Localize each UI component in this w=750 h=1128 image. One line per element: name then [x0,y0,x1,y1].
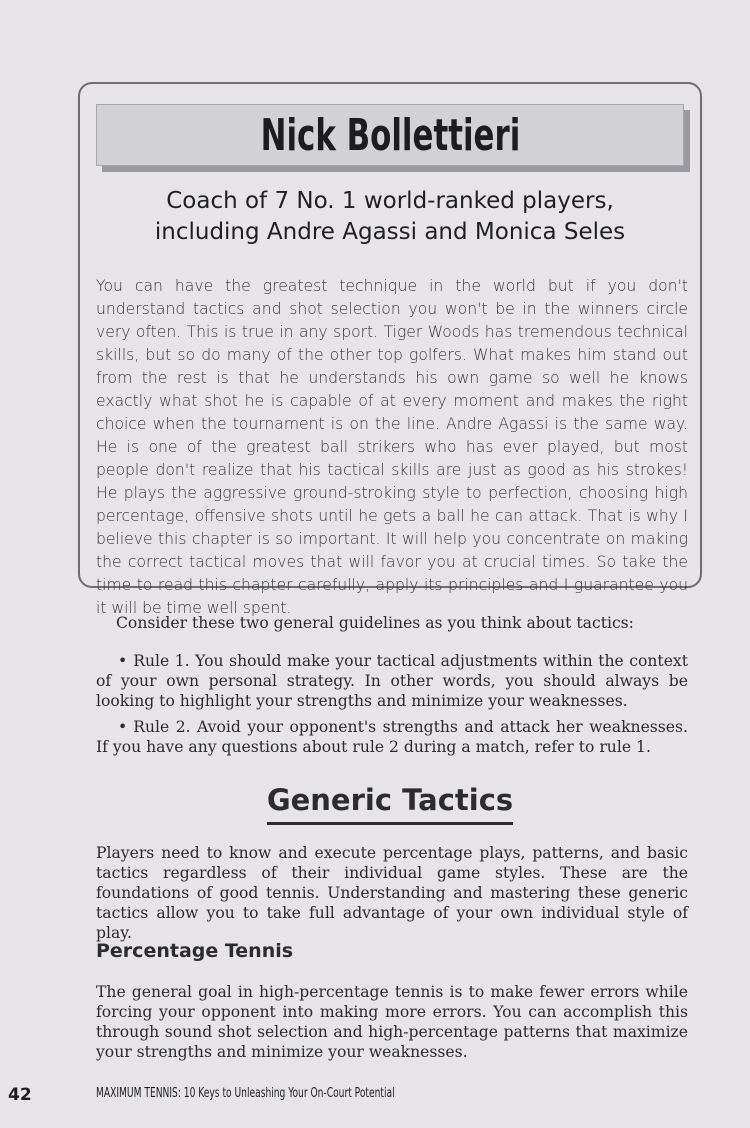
sidebar-name: Nick Bollettieri [260,109,520,161]
sidebar-subtitle-line1: Coach of 7 No. 1 world-ranked players, [166,188,614,214]
intro-paragraph: Consider these two general guidelines as you think about tactics: [116,614,634,632]
sidebar-quote: You can have the greatest technique in the world but if you don't understand tactics and shot selection you won't be in the winners circle very often. This is true in any sport. Tiger Woods has tremendous technical skills, but so do many of the other top golfers. What makes him stand out from the rest is that he understands his own game so well he knows exactly what shot he is capable of at every moment and makes the right choice when the tournament is on the line. Andre Agassi is the same way. He is one of the greatest ball strikers who has ever played, but most people don't realize that his tactical skills are just as good as his strokes! He plays the aggressive ground-stroking style to perfection, choosing high percentage, offensive shots until he gets a ball he can attack. That is why I believe this chapter is so important. It will help you concentrate on making the correct tactical moves that will favor you at crucial times. So take the time to read this chapter carefully, apply its principles and I guarantee you it will be time well spent. [96,277,688,617]
generic-tactics-paragraph: Players need to know and execute percentage plays, patterns, and basic tactics regardless of their individual game styles. These are the foundations of good tennis. Understanding and mastering these generic tactics allow you to take full advantage of your own individual style of play. [96,844,688,942]
sidebar-subtitle [110,186,670,248]
rule-1-text: Rule 1. You should make your tactical adjustments within the context of your own personal strategy. In other words, you should always be looking to highlight your strengths and minimize your weaknesses. [96,652,688,710]
percentage-tennis-paragraph: The general goal in high-percentage tennis is to make fewer errors while forcing your opponent into making more errors. You can accomplish this through sound shot selection and high-percentage patterns that maximize your strengths and minimize your weaknesses. [96,983,688,1061]
rule-2 [96,717,688,757]
rule-1 [96,651,688,711]
generic-tactics-heading: Generic Tactics [267,782,513,825]
running-footer: MAXIMUM TENNIS: 10 Keys to Unleashing Your On-Court Potential [96,1086,395,1101]
bullet-icon: • [118,652,128,670]
percentage-tennis-heading: Percentage Tennis [96,940,294,962]
page-number: 42 [8,1085,32,1105]
rule-2-text: Rule 2. Avoid your opponent's strengths and attack her weaknesses. If you have any questions about rule 2 during a match, refer to rule 1. [96,718,688,756]
bullet-icon: • [118,718,128,736]
section-heading [150,782,630,825]
name-banner [96,104,684,166]
sidebar-subtitle-line2: including Andre Agassi and Monica Seles [154,219,626,245]
